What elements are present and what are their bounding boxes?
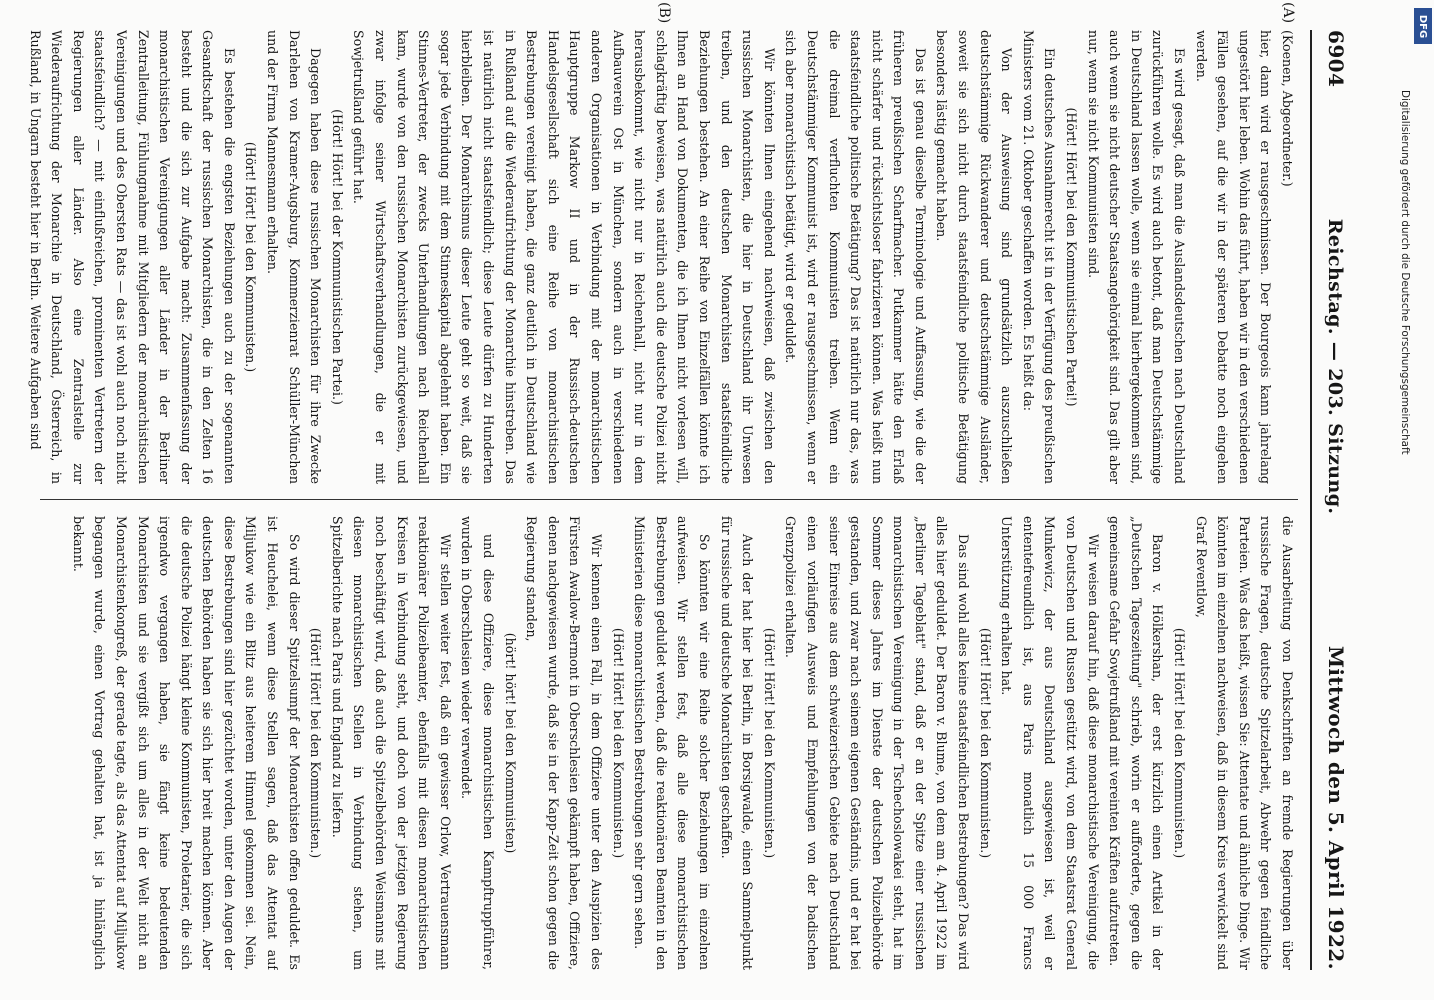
page-header (1324, 30, 1384, 970)
interjection: (Hört! Hört! bei den Kommunistischen Partei!) (1064, 107, 1080, 407)
session-date: Mittwoch den 5. April 1922. (1324, 645, 1348, 970)
dfg-logo (1414, 8, 1432, 44)
interjection: (hört! hört! bei den Kommunisten) (502, 632, 518, 854)
quotation: Von der Ausweisung sind grundsätzlich auszuschließen deutschstämmige Rückwanderer und deutschstämmige Ausländer, soweit sie sich nicht durch staatsfeindliche politische Betätigung besonders lästig gemacht haben. (934, 30, 1015, 484)
margin-letter-a: (A) (1280, 2, 1296, 24)
paragraph: Es wird gesagt, daß man die Auslandsdeutschen nach Deutschland zurückführen wolle. Es wird auch betont, daß man Deutschstämmige in Deutschland lassen wolle, wenn sie einmal hierhergekommen sind, auch wenn sie nicht deutscher Staatsangehörigkeit sind. Das gilt aber nur, wenn sie nicht Kommunisten sind. (1085, 30, 1188, 484)
interjection: (Hört! Hört! bei der Kommunistischen Partei.) (329, 109, 345, 405)
paragraph: So könnten wir eine Reihe solcher Beziehungen im einzelnen aufweisen. Wir stellen fest, daß alle diese monarchistischen Bestrebungen geduldet werden, daß die reaktionären Beamten in den Ministerien diese monarchistischen Bestrebungen sehr gern sehen. (632, 516, 712, 970)
interjection: (Hört! Hört! bei den Kommunisten.) (761, 627, 777, 859)
paragraph: Wir weisen darauf hin, daß diese monarchistische Vereinigung, die von Deutschen und Russen gestützt wird, von dem Staatsrat General Munkewicz, der aus Deutschland ausgewiesen ist, weil er ententefreundlich ist, aus Paris monatlich 15 000 Francs Unterstützung erhalten hat. (999, 516, 1101, 970)
interjection: (Hört! Hört! bei den Kommunisten.) (1172, 627, 1188, 859)
digitization-note: Digitalisierung gefördert durch die Deutsche Forschungsgemeinschaft (1399, 90, 1411, 455)
paragraph: Wir kennen einen Fall, in dem Offiziere unter den Auspizien des Fürsten Awalow-Bermont in Oberschlesien gekämpft haben, Offiziere, denen nachgewiesen wurde, daß sie in der Kapp-Zeit schon gegen die Regierung standen, (524, 516, 604, 970)
paragraph: Dagegen haben diese russischen Monarchisten für ihre Zwecke Darlehen von Kramer-Augsburg, Kommerzienrat Schüller-München und der Firma Mannesmann erhalten. (265, 30, 324, 484)
column-divider (40, 499, 1298, 500)
speaker-line: (Koenen, Abgeordneter.) (1280, 30, 1295, 187)
interjection: (Hört! Hört! bei den Kommunisten.) (977, 627, 993, 859)
paragraph: Wir stellen weiter fest, daß ein gewisser Orlow, Vertrauensmann reaktionärer Polizeibeamter, ebenfalls mit diesen monarchistischen Kreisen in Verbindung steht, und doch von der jetzigen Regierung noch beschäftigt wird, daß auch die Spitzelbehörden Weismanns mit diesen monarchistischen Stellen in Verbindung stehen, um Spitzelberichte nach Paris und England zu liefern. (329, 516, 453, 970)
paragraph: und diese Offiziere, diese monarchistischen Kampftruppführer, wurden in Oberschlesien wieder verwendet. (459, 516, 497, 970)
margin-letter-b: (B) (656, 2, 672, 24)
right-text-column (20, 516, 1298, 970)
paragraph: die Ausarbeitung von Denkschriften an fremde Regierungen über russische Fragen, deutsche Spitzelarbeit, Abwehr gegen feindliche Parteien. Was das heißt, wissen Sie: Attentate und ähnliche Dinge. Wir könnten im einzelnen nachweisen, daß in diesem Kreis verwickelt sind Graf Reventlow, (1193, 516, 1295, 970)
page-number: 6904 (1324, 30, 1348, 88)
paragraph: Es bestehen die engsten Beziehungen auch zu der sogenannten Gesandtschaft der russischen Monarchisten, die in den Zelten 16 besteht und die sich zur Aufgabe macht: Zusammenfassung der monarchistischen Vereinigungen aller Länder in der Berliner Zentralleitung, Fühlungnahme mit Mitgliedern der monarchistischen Vereinigungen und des Obersten Rats — das ist wohl auch noch nicht staatsfeindlich? — mit einflußreichen, prominenten Vertretern der Regierungen aller Länder. Also eine Zentralstelle zur Wiederaufrichtung der Monarchie in Deutschland, Österreich, in Rußland, in Ungarn besteht hier in Berlin. Weitere Aufgaben sind (27, 30, 237, 484)
paragraph: hier, dann wird er rausgeschmissen. Der Bourgeois kann jahrelang ungestört hier leben. Wohin das führt, haben wir in den verschiedenen Fällen gesehen, auf die wir in der späteren Debatte noch eingehen werden. (1193, 30, 1274, 484)
paragraph: So wird dieser Spitzelsumpf der Monarchisten offen geduldet. Es ist Heuchelei, wenn diese Stellen sagen, daß das Attentat auf Miljukow wie ein Blitz aus heiterem Himmel gekommen sei. Nein, diese Bestrebungen sind hier gezüchtet worden, unter den Augen der deutschen Behörden haben sie sich hier breit machen können. Aber die deutsche Polizei hängt kleine Kommunisten, Proletarier, die sich irgendwo vergangen haben, sie fängt keine bedeutenden Monarchisten und sie vergißt sich um alles in der Welt nicht an Monarchistenkongreß, der gerade tagte, als das Attentat auf Miljukow begangen wurde, einen Vortrag gehalten hat, ist ja hinlänglich bekannt. (70, 516, 302, 970)
interjection: (Hört! Hört! bei den Kommunisten.) (243, 141, 259, 373)
paragraph: Wir könnten Ihnen eingehend nachweisen, daß zwischen den russischen Monarchisten, die hier in Deutschland ihr Unwesen treiben, und den deutschen Monarchisten staatsfeindliche Beziehungen bestehen. An einer Reihe von Einzelfällen könnte ich Ihnen an Hand von Dokumenten, die ich Ihnen nicht vorlesen will, schlagkräftig beweisen, was natürlich auch die deutsche Polizei nicht herausbekommt, wie nicht nur in Reichenhall, nicht nur in dem Aufbauverein Ost in München, sondern auch in verschiedenen anderen Organisationen in Verbindung mit der monarchistischen Hauptgruppe Markow II und in der Russisch-deutschen Handelsgesellschaft sich eine Reihe von monarchistischen Bestrebungen vereinigt haben, die ganz deutlich in Deutschland wie in Rußland auf die Wiederaufrichtung der Monarchie hinstreben. Das ist natürlich nicht staatsfeindlich; diese Leute dürfen zu Hunderten hierbleiben. Der Monarchismus dieser Leute geht so weit, daß sie sogar jede Verbindung mit dem Stinneskapital abgelehnt haben. Ein Stinnes-Vertreter, der zwecks Unterhandlungen nach Reichenhall kam, wurde von den russischen Monarchisten zurückgewiesen, und zwar infolge seiner Wirtschaftsverhandlungen, die er mit Sowjetrußland geführt hat. (351, 30, 777, 484)
dfg-logo-text: DFG (1417, 14, 1429, 38)
paragraph: Das ist genau dieselbe Terminologie und Auffassung, wie die der früheren preußischen Scharfmacher. Putkammer hätte den Erlaß nicht schärfer und rücksichtsloser fabrizieren können. Was heißt nun staatsfeindliche politische Betätigung? Das ist natürlich nur das, was die dreimal verfluchten Kommunisten treiben. Wenn ein Deutschstämmiger Kommunist ist, wird er rausgeschmissen, wenn er sich aber monarchistisch betätigt, wird er geduldet. (783, 30, 928, 484)
session-title: Reichstag. — 203. Sitzung. (1324, 218, 1346, 515)
header-rule (1310, 30, 1312, 970)
paragraph: Das sind wohl alles keine staatsfeindlichen Bestrebungen? Das wird alles hier geduldet. Der Baron v. Blume, von dem am 4. April 1922 im „Berliner Tageblatt" stand, daß er an der Spitze einer russischen monarchistischen Vereinigung in der Tschechoslowakei steht, hat im Sommer dieses Jahres im Dienste der deutschen Polizeibehörde gestanden, und zwar nach seinem eigenen Geständnis, und er hat bei seiner Einreise aus dem schweizerischen Gebiete nach Deutschland einen vorläufigen Ausweis und Empfehlungen von der badischen Grenzpolizei erhalten. (783, 516, 972, 970)
paragraph: Ein deutsches Ausnahmerecht ist in der Verfügung des preußischen Ministers vom 21. Oktober geschaffen worden. Es heißt da: (1020, 30, 1058, 484)
paragraph: Baron v. Hölkershan, der erst kürzlich einen Artikel in der „Deutschen Tageszeitung" schrieb, worin er aufforderte, gegen die gemeinsame Gefahr Sowjetrußland mit vereinten Kräften aufzutreten. (1107, 516, 1166, 970)
interjection: (Hört! Hört! bei den Kommunisten.) (308, 627, 324, 859)
left-text-column (20, 30, 1298, 484)
interjection: (Hört! Hört! bei den Kommunisten.) (610, 627, 626, 859)
paragraph: Auch der hat hier bei Berlin, in Borsigwalde, einen Sammelpunkt für russische und deutsche Monarchisten geschaffen. (718, 516, 756, 970)
